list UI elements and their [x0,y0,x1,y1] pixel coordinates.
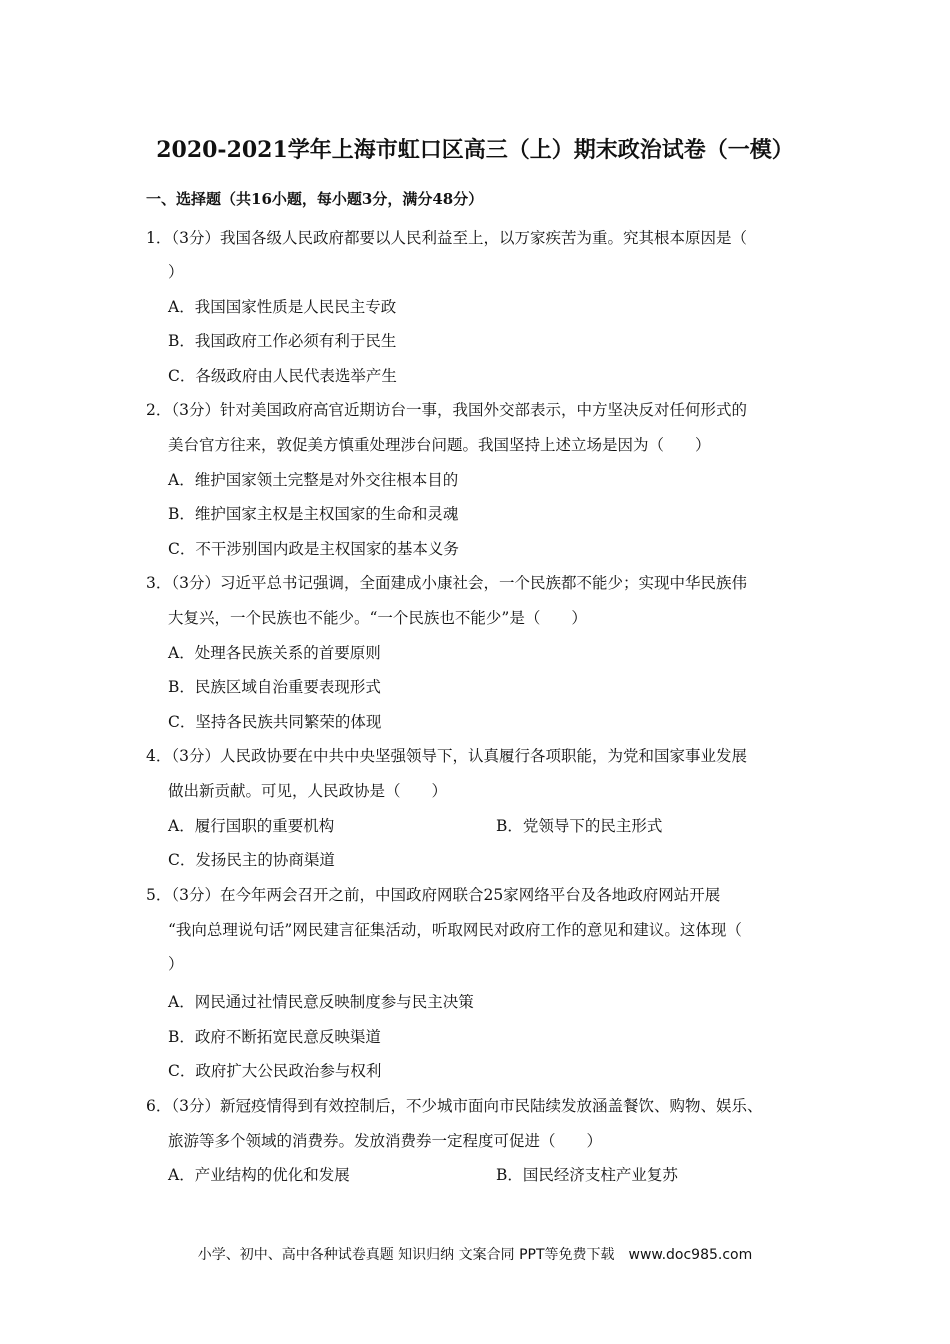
question-4-line-2: 做出新贡献。可见，人民政协是（ ） [168,782,448,800]
question-1-option-c: C．各级政府由人民代表选举产生 [168,367,397,385]
question-1-line-1: 1．（3分）我国各级人民政府都要以人民利益至上，以万家疾苦为重。究其根本原因是（ [146,229,747,247]
question-4-option-a: A．履行国职的重要机构 [168,817,335,835]
question-4-line-1: 4．（3分）人民政协要在中共中央坚强领导下，认真履行各项职能，为党和国家事业发展 [146,747,747,765]
question-2-line-1: 2．（3分）针对美国政府高官近期访台一事，我国外交部表示，中方坚决反对任何形式的 [146,401,747,419]
question-3-line-1: 3．（3分）习近平总书记强调，全面建成小康社会，一个民族都不能少；实现中华民族伟 [146,574,747,592]
question-5-line-2: “我向总理说句话”网民建言征集活动，听取网民对政府工作的意见和建议。这体现（ [168,921,742,939]
question-1-option-a: A．我国国家性质是人民民主专政 [168,298,397,316]
question-5-option-c: C．政府扩大公民政治参与权利 [168,1062,382,1080]
question-1-line-2: ） [168,263,184,281]
question-2-option-c: C．不干涉别国内政是主权国家的基本义务 [168,540,459,558]
question-1-option-b: B．我国政府工作必须有利于民生 [168,332,397,350]
question-5-line-3: ） [168,955,184,973]
question-3-line-2: 大复兴，一个民族也不能少。“一个民族也不能少”是（ ） [168,609,587,627]
question-6-line-1: 6．（3分）新冠疫情得到有效控制后，不少城市面向市民陆续发放涵盖餐饮、购物、娱乐、 [146,1097,763,1115]
section-heading: 一、选择题（共16小题，每小题3分，满分48分） [146,190,484,208]
question-2-option-a: A．维护国家领土完整是对外交往根本目的 [168,471,459,489]
question-3-option-c: C．坚持各民族共同繁荣的体现 [168,713,382,731]
question-3-option-a: A．处理各民族关系的首要原则 [168,644,381,662]
question-4-option-c: C．发扬民主的协商渠道 [168,851,335,869]
question-6-option-b: B．国民经济支柱产业复苏 [496,1166,678,1184]
question-6-line-2: 旅游等多个领域的消费券。发放消费券一定程度可促进（ ） [168,1132,603,1150]
page-title: 2020-2021学年上海市虹口区高三（上）期末政治试卷（一模） [156,137,794,163]
question-2-option-b: B．维护国家主权是主权国家的生命和灵魂 [168,505,459,523]
question-3-option-b: B．民族区域自治重要表现形式 [168,678,381,696]
question-6-option-a: A．产业结构的优化和发展 [168,1166,350,1184]
question-5-line-1: 5．（3分）在今年两会召开之前，中国政府网联合25家网络平台及各地政府网站开展 [146,886,721,904]
question-4-option-b: B．党领导下的民主形式 [496,817,663,835]
question-5-option-a: A．网民通过社情民意反映制度参与民主决策 [168,993,474,1011]
page-footer: 小学、初中、高中各种试卷真题 知识归纳 文案合同 PPT等免费下载 www.doc985.com [197,1247,753,1263]
question-5-option-b: B．政府不断拓宽民意反映渠道 [168,1028,381,1046]
question-2-line-2: 美台官方往来，敦促美方慎重处理涉台问题。我国坚持上述立场是因为（ ） [168,436,711,454]
